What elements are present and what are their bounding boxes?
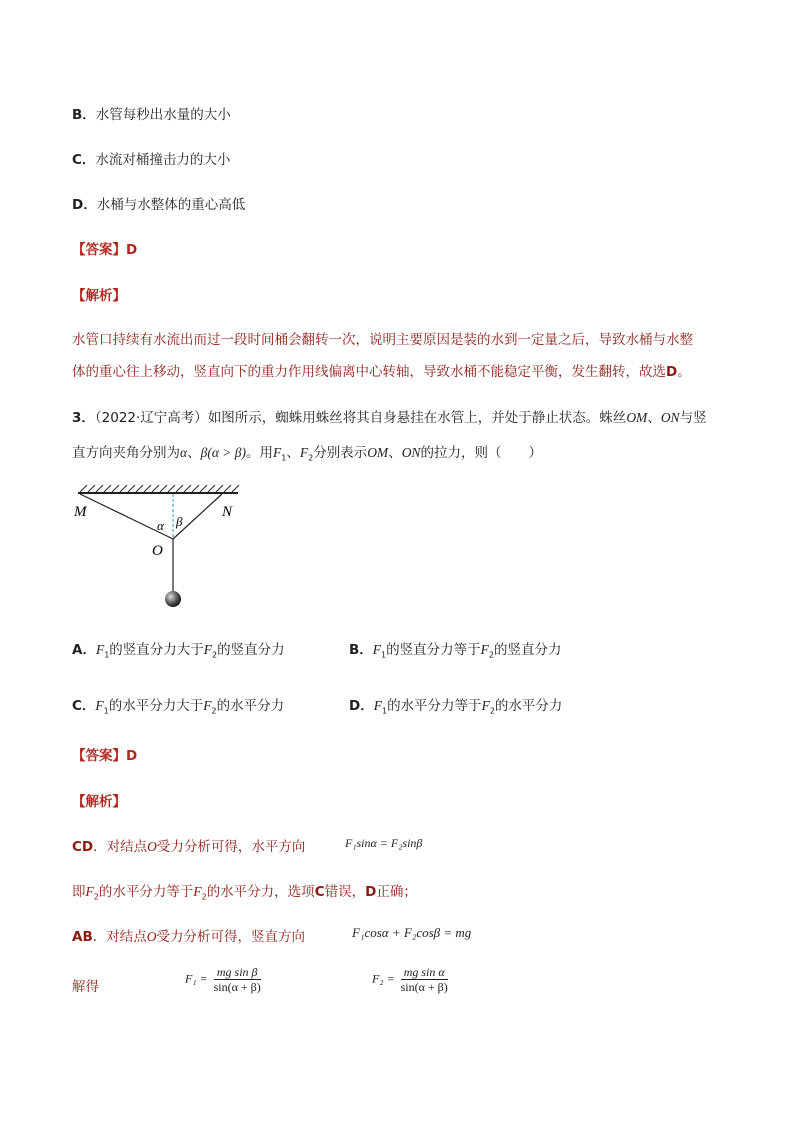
analysis-3-cd: CD．对结点O受力分析可得，水平方向 <box>72 839 306 855</box>
spider-figure <box>72 482 242 612</box>
analysis-1-label: 【解析】 <box>72 288 126 304</box>
equation-vertical: F₁cosα + F₂cosβ = mg <box>352 925 472 940</box>
question-3-line2: 直方向夹角分别为α、β(α > β)。用$F_1$、$F_2$分别表示OM、ON的拉力，则（ ） <box>72 445 542 463</box>
label-m: M <box>74 504 87 520</box>
choice-b[interactable]: B．$F_1$的竖直分力等于$F_2$的竖直分力 <box>349 642 562 660</box>
analysis-1-line1: 水管口持续有水流出而过一段时间桶会翻转一次，说明主要原因是装的水到一定量之后，导致水桶与水整 <box>72 332 693 348</box>
equation-f2: F₂ = $\frac{\text{mg sin α}}{\sin(\alpha + \beta)}$ <box>372 965 448 994</box>
option-c-prev: C．水流对桶撞击力的大小 <box>72 152 231 168</box>
choice-a[interactable]: A．$F_1$的竖直分力大于$F_2$的竖直分力 <box>72 642 285 660</box>
label-beta: β <box>176 514 183 529</box>
equation-horizontal: F₁sinα = F₂sinβ <box>345 836 423 850</box>
answer-1: 【答案】D <box>72 242 138 258</box>
analysis-3-ab: AB．对结点O受力分析可得，竖直方向 <box>72 929 305 945</box>
option-b-prev: B．水管每秒出水量的大小 <box>72 107 231 123</box>
option-d-prev: D．水桶与水整体的重心高低 <box>72 197 246 213</box>
spider-ball <box>165 591 181 607</box>
analysis-3-label: 【解析】 <box>72 794 126 810</box>
question-3-line1: 3．（2022·辽宁高考）如图所示，蜘蛛用蛛丝将其自身悬挂在水管上，并处于静止状态。蛛丝OM、ON与竖 <box>72 410 707 426</box>
ceiling-hatching <box>80 485 239 492</box>
answer-3: 【答案】D <box>72 748 138 764</box>
solve-label: 解得 <box>72 979 99 995</box>
analysis-3-ji: 即$F_2$的水平分力等于$F_2$的水平分力，选项C错误，D正确； <box>72 884 417 902</box>
label-n: N <box>222 504 233 520</box>
label-o: O <box>152 543 163 559</box>
analysis-1-line2: 体的重心往上移动，竖直向下的重力作用线偏离中心转轴，导致水桶不能稳定平衡，发生翻转，故选D。 <box>72 364 691 380</box>
equation-f1: F₁ = $\frac{\text{mg sin β}}{\sin(\alpha + \beta)}$ <box>185 965 261 994</box>
choice-d[interactable]: D．$F_1$的水平分力等于$F_2$的水平分力 <box>349 698 563 716</box>
choice-c[interactable]: C．$F_1$的水平分力大于$F_2$的水平分力 <box>72 698 285 716</box>
label-alpha: α <box>157 518 164 533</box>
